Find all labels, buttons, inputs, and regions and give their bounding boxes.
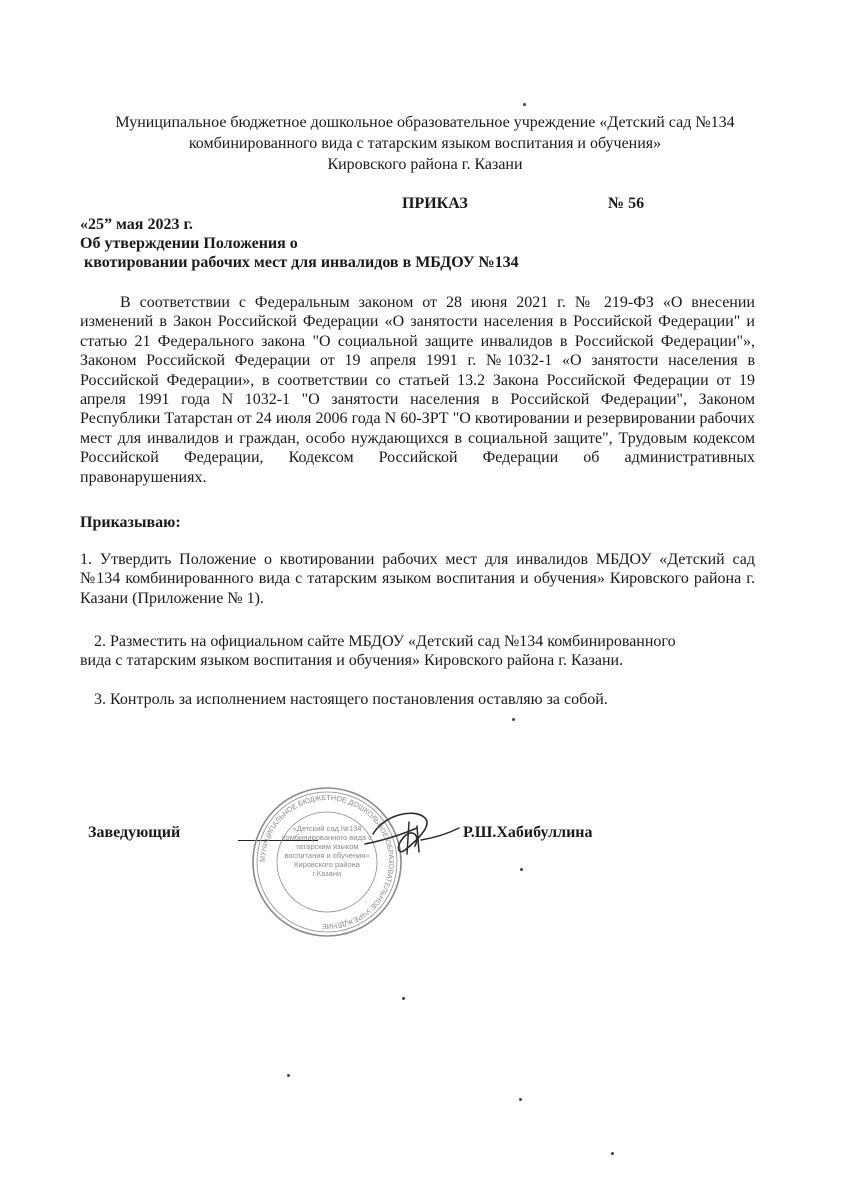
institution-header (70, 112, 780, 175)
scan-speck (519, 1098, 522, 1101)
order-item-2-line-1: 2. Разместить на официальном сайте МБДОУ «Детский сад №134 комбинированного (94, 633, 676, 650)
subject-line-1: Об утверждении Положения о (80, 235, 298, 252)
subject-line-2: квотировании рабочих мест для инвалидов в МБДОУ №134 (80, 254, 519, 271)
scan-speck (402, 997, 405, 1000)
header-line-1: Муниципальное бюджетное дошкольное образовательное учреждение «Детский сад №134 (115, 114, 735, 131)
header-line-3: Кировского района г. Казани (327, 156, 523, 173)
order-title: ПРИКАЗ (402, 195, 468, 212)
preamble-paragraph: В соответствии с Федеральным законом от 28 июня 2021 г. № 219-ФЗ «О внесении изменений в Закон Российской Федерации «О занятости населения в Российской Федерации" и статью 21 Федерального закона "О социальной защите инвалидов в Российской Федерации"», Законом Российской Федерации от 19 апреля 1991 г. №1032-1 «О занятости населения в Российской Федерации», в соответствии со статьей 13.2 Закона Российской Федерации от 19 апреля 1991 года N 1032-1 "О занятости населения в Российской Федерации", Законом Республики Татарстан от 24 июля 2006 года N 60-ЗРТ "О квотировании и резервировании рабочих мест для инвалидов и граждан, особо нуждающихся в социальной защите", Трудовым кодексом Российской Федерации, Кодексом Российской Федерации об административных правонарушениях. (80, 294, 755, 486)
order-number: № 56 (608, 195, 645, 212)
order-item-3: 3. Контроль за исполнением настоящего постановления оставляю за собой. (94, 691, 608, 708)
scan-speck (512, 718, 515, 721)
scan-speck (520, 868, 523, 871)
signatory-role: Заведующий (88, 824, 181, 841)
date-subject-block (80, 215, 519, 272)
scan-speck (287, 1074, 290, 1077)
header-line-2: комбинированного вида с татарским языком воспитания и обучения» (188, 135, 662, 152)
order-item-2-line-2: вида с татарским языком воспитания и обучения» Кировского района г. Казани. (80, 652, 624, 670)
stamp-center-text: «Детский сад №134 комбинированного вида с татарским языком воспитания и обучения» Кировского района г.Казани (282, 824, 372, 878)
signatory-name: Р.Ш.Хабибуллина (463, 824, 593, 841)
order-item-1: 1. Утвердить Положение о квотировании рабочих мест для инвалидов МБДОУ «Детский сад №134 комбинированного вида с татарским языком воспитания и обучения» Кировского района г. Казани (Приложение № 1). (80, 551, 755, 607)
order-item-2 (80, 632, 734, 671)
scan-speck (523, 103, 526, 106)
ordering-label: Приказываю: (80, 514, 181, 531)
order-date: «25” мая 2023 г. (80, 216, 193, 233)
scan-speck (611, 1152, 614, 1155)
stamp-ring-text: МУНИЦИПАЛЬНОЕ БЮДЖЕТНОЕ ДОШКОЛЬНОЕ ОБРАЗОВАТЕЛЬНОЕ УЧРЕЖДЕНИЕ (257, 792, 397, 932)
handwritten-signature (355, 804, 465, 864)
